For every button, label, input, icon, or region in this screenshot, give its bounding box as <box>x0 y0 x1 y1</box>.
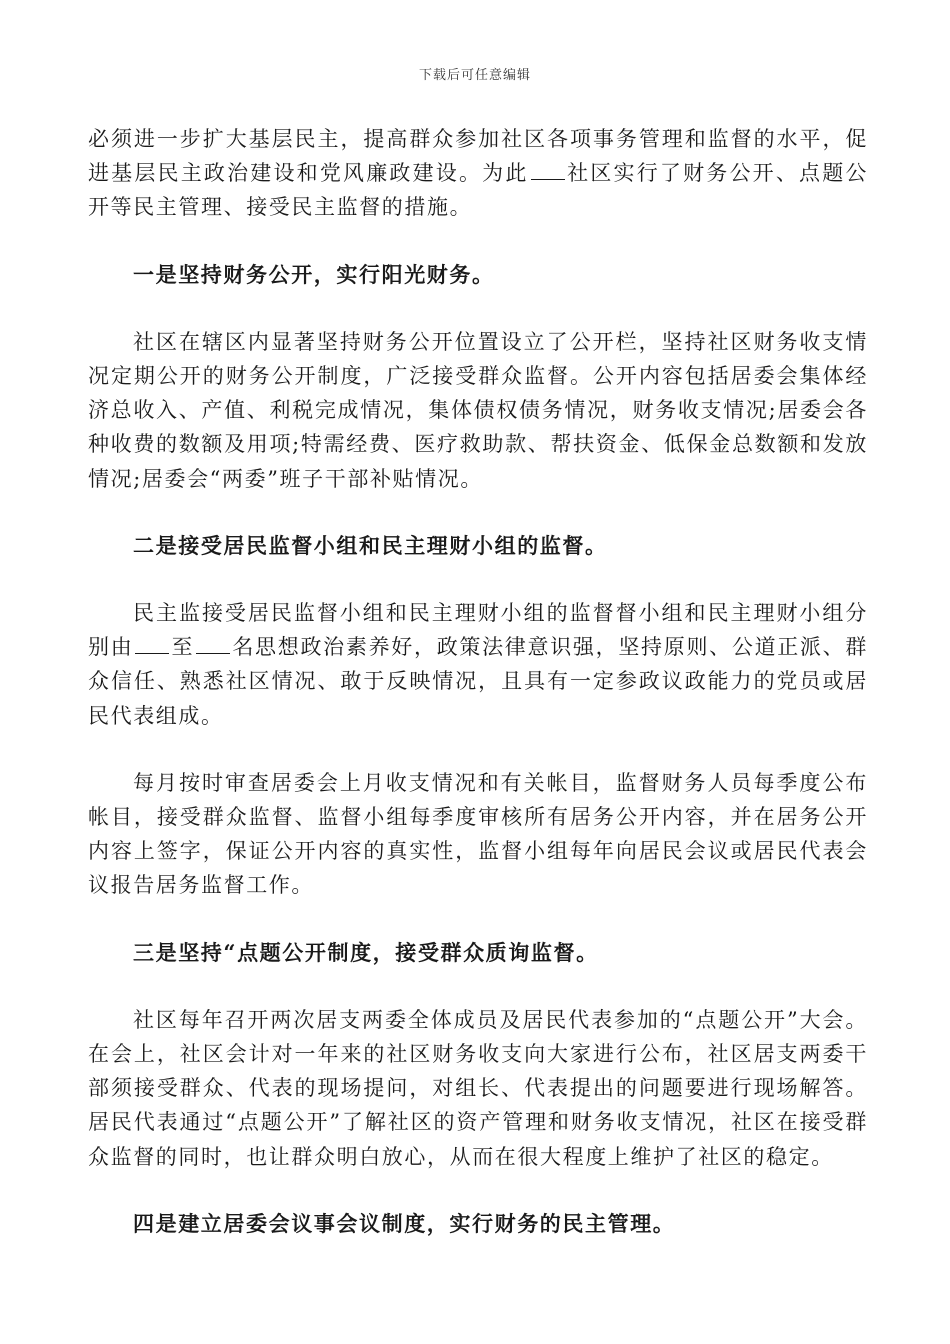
page-header: 下载后可任意编辑 <box>418 68 531 83</box>
section-heading-1: 一是坚持财务公开，实行阳光财务。 <box>133 261 495 287</box>
paragraph-supervision-part-a: 民主监接受居民监督小组和民主理财小组的监督督小组和民主理财小组分别由 <box>88 601 868 660</box>
fill-in-blank <box>135 633 169 654</box>
paragraph-supervision-groups <box>88 596 868 733</box>
paragraph-financial-disclosure: 社区在辖区内显著坚持财务公开位置设立了公开栏，坚持社区财务收支情况定期公开的财务公开制度，广泛接受群众监督。公开内容包括居委会集体经济总收入、产值、利税完成情况，集体债权债务情况，财务收支情况;居委会各种收费的数额及用项;特需经费、医疗救助款、帮扶资金、低保金总数额和发放情况;居委会“两委”班子干部补贴情况。 <box>88 329 868 491</box>
paragraph-intro-part-b: 社区实行了财务公开、点题公开等民主管理、接受民主监督的措施。 <box>88 161 868 220</box>
paragraph-open-meeting: 社区每年召开两次居支两委全体成员及居民代表参加的“点题公开”大会。在会上，社区会计对一年来的社区财务收支向大家进行公布，社区居支两委干部须接受群众、代表的现场提问，对组长、代表提出的问题要进行现场解答。居民代表通过“点题公开”了解社区的资产管理和财务收支情况，社区在接受群众监督的同时，也让群众明白放心，从而在很大程度上维护了社区的稳定。 <box>88 1007 868 1169</box>
section-heading-4: 四是建立居委会议事会议制度，实行财务的民主管理。 <box>133 1210 676 1236</box>
section-heading-3: 三是坚持“点题公开制度，接受群众质询监督。 <box>133 939 599 965</box>
paragraph-supervision-part-b: 至 <box>171 635 195 660</box>
document-body <box>88 122 868 1241</box>
paragraph-intro-part-a: 必须进一步扩大基层民主，提高群众参加社区各项事务管理和监督的水平，促进基层民主政治建设和党风廉政建设。为此 <box>88 127 868 186</box>
section-heading-2: 二是接受居民监督小组和民主理财小组的监督。 <box>133 532 608 558</box>
paragraph-supervision-part-c: 名思想政治素养好，政策法律意识强，坚持原则、公道正派、群众信任、熟悉社区情况、敢于反映情况，且具有一定参政议政能力的党员或居民代表组成。 <box>88 635 868 728</box>
fill-in-blank <box>196 633 230 654</box>
fill-in-blank <box>531 159 565 180</box>
paragraph-intro <box>88 122 868 225</box>
paragraph-monthly-review: 每月按时审查居委会上月收支情况和有关帐目，监督财务人员每季度公布帐目，接受群众监督、监督小组每季度审核所有居务公开内容，并在居务公开内容上签字，保证公开内容的真实性，监督小组每年向居民会议或居民代表会议报告居务监督工作。 <box>88 770 868 898</box>
